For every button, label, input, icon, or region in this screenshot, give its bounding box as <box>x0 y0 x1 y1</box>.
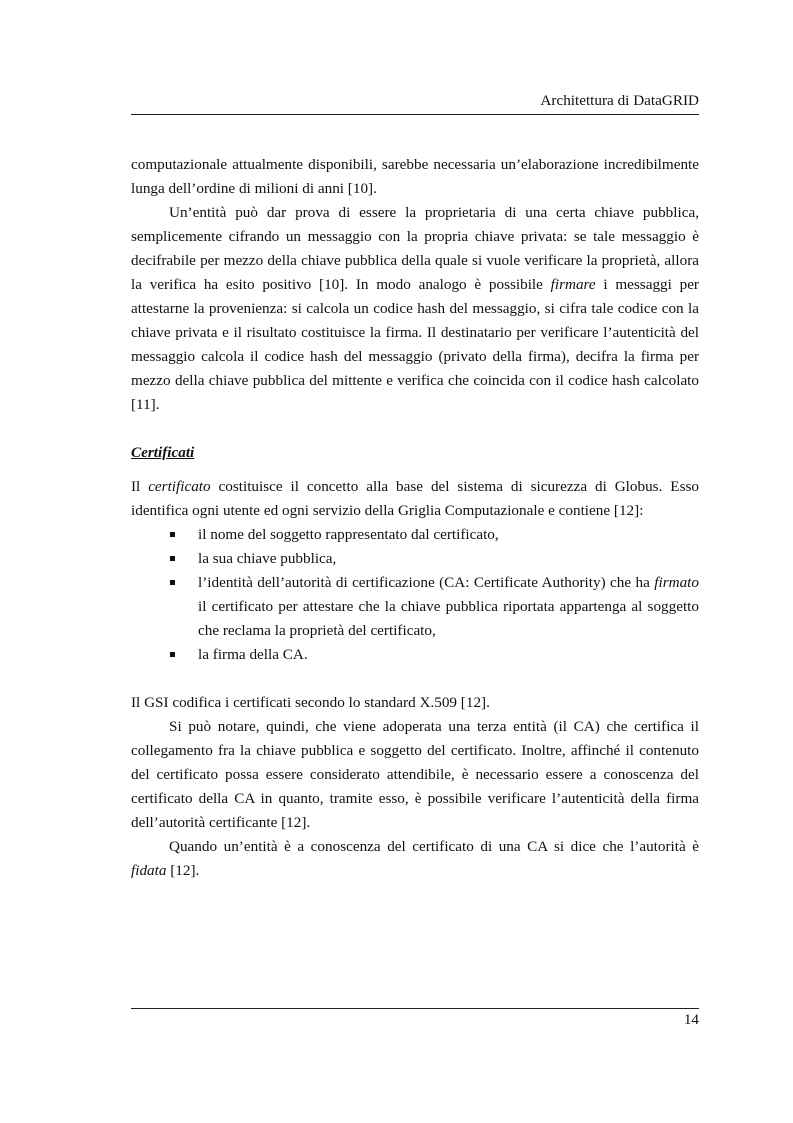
paragraph-2-text: Un’entità può dar prova di essere la proprietaria di una certa chiave pubblica, semplicemente cifrando un messaggio con la propria chiave privata: se tale messaggio è decifrabile per mezzo della chiave pubblica della quale si vuole verificare la proprietà, allora la verifica ha esito positivo [10]. In modo analogo è possibile <box>131 204 699 293</box>
list-item <box>131 547 699 571</box>
list-item <box>131 523 699 547</box>
list-item-text-tail: il certificato per attestare che la chiave pubblica riportata appartenga al soggetto che reclama la proprietà del certificato, <box>198 598 699 639</box>
square-bullet-icon <box>170 580 175 585</box>
header-title: Architettura di DataGRID <box>540 92 699 109</box>
page-number: 14 <box>683 1011 699 1028</box>
footer-rule <box>131 1008 699 1009</box>
paragraph-5: Si può notare, quindi, che viene adoperata una terza entità (il CA) che certifica il collegamento fra la chiave pubblica e soggetto del certificato. Inoltre, affinché il contenuto del certificato possa essere considerato attendibile, è necessario essere a conoscenza del certificato della CA in quanto, tramite esso, è possibile verificare l’autenticità della firma dell’autorità certificante [12]. <box>131 718 699 831</box>
paragraph-3 <box>131 475 699 523</box>
paragraph-2-tail: i messaggi per attestarne la provenienza: si calcola un codice hash del messaggio, si cifra tale codice con la chiave privata e il risultato costituisce la firma. Il destinatario per verificare l’autenticità del messaggio calcola il codice hash del messaggio (privato della firma), decifra la firma per mezzo della chiave pubblica del mittente e verifica che coincida con il codice hash calcolato [11]. <box>131 276 699 413</box>
square-bullet-icon <box>170 532 175 537</box>
paragraph-6-tail: [12]. <box>166 862 200 879</box>
paragraph-6-pre: Quando un’entità è a conoscenza del certificato di una CA si dice che l’autorità è <box>169 838 699 855</box>
paragraph-3-emphasis: certificato <box>148 478 211 495</box>
list-item-text: il nome del soggetto rappresentato dal certificato, <box>198 526 499 543</box>
paragraph-6-emphasis: fidata <box>131 862 167 879</box>
square-bullet-icon <box>170 556 175 561</box>
paragraph-6 <box>131 835 699 883</box>
list-item-text-pre: l’identità dell’autorità di certificazione (CA: Certificate Authority) che ha <box>198 574 655 591</box>
square-bullet-icon <box>170 652 175 657</box>
paragraph-2 <box>131 201 699 417</box>
paragraph-3-pre: Il <box>131 478 149 495</box>
list-item-text: la sua chiave pubblica, <box>198 550 337 567</box>
page-body <box>131 153 699 883</box>
section-title-certificati: Certificati <box>131 444 195 461</box>
list-item <box>131 643 699 667</box>
paragraph-1: computazionale attualmente disponibili, sarebbe necessaria un’elaborazione incredibilmente lunga dell’ordine di milioni di anni [10]. <box>131 156 699 197</box>
list-item-emphasis: firmato <box>654 574 699 591</box>
paragraph-gap <box>131 667 699 691</box>
paragraph-3-tail: costituisce il concetto alla base del sistema di sicurezza di Globus. Esso identifica ogni utente ed ogni servizio della Griglia Computazionale e contiene [12]: <box>131 478 699 519</box>
running-header <box>131 92 699 115</box>
paragraph-2-emphasis: firmare <box>550 276 596 293</box>
certificate-contents-list <box>131 523 699 667</box>
list-item <box>131 571 699 643</box>
paragraph-4: Il GSI codifica i certificati secondo lo standard X.509 [12]. <box>131 694 490 711</box>
list-item-text: la firma della CA. <box>198 646 308 663</box>
